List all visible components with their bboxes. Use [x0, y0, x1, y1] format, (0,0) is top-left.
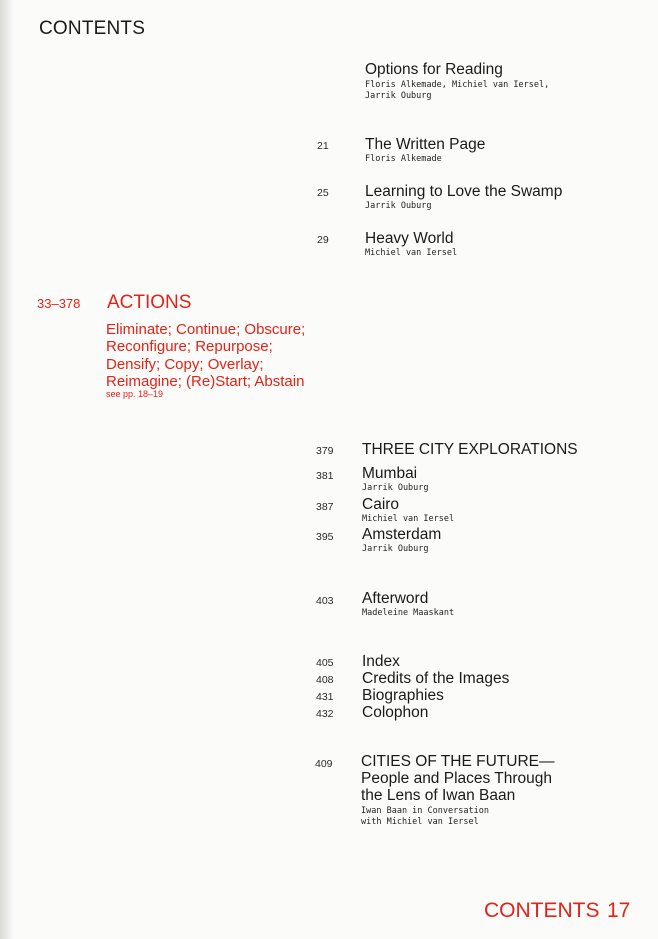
toc-page-number: 21 — [317, 140, 329, 152]
toc-page-number: 25 — [317, 187, 329, 199]
toc-entry-author: Jarrik Ouburg — [362, 544, 429, 554]
toc-entry-author: Floris Alkemade, Michiel van Iersel, Jarrik Ouburg — [365, 80, 550, 101]
toc-entry-title: Options for Reading — [365, 61, 503, 78]
toc-entry-author: Jarrik Ouburg — [365, 201, 432, 211]
toc-page-number: 431 — [316, 691, 334, 703]
toc-entry-colophon: Colophon — [362, 704, 429, 721]
toc-entry-title: Mumbai — [362, 465, 418, 482]
toc-entry-author: Michiel van Iersel — [365, 248, 458, 258]
toc-entry-author: Jarrik Ouburg — [362, 483, 429, 493]
toc-entry-written-page — [365, 136, 485, 165]
toc-page-number: 29 — [317, 234, 329, 246]
actions-list: Eliminate; Continue; Obscure; Reconfigure; Repurpose; Densify; Copy; Overlay; Reimagine; (Re)Start; Abstain — [106, 321, 306, 390]
page-header-title: CONTENTS — [39, 18, 146, 39]
toc-entry-title: Heavy World — [365, 230, 454, 247]
toc-entry-title: Afterword — [362, 590, 429, 607]
toc-entry-cities-of-the-future — [361, 753, 554, 828]
toc-page-number: 381 — [316, 470, 334, 482]
actions-section-title: ACTIONS — [107, 292, 192, 313]
toc-page-number: 403 — [316, 595, 334, 607]
toc-page-number: 395 — [316, 531, 334, 543]
toc-entry-swamp — [365, 183, 562, 212]
toc-page-number: 409 — [315, 758, 333, 770]
actions-page-range: 33–378 — [37, 296, 81, 311]
toc-entry-afterword — [362, 590, 454, 619]
toc-entry-amsterdam — [362, 526, 441, 555]
toc-page-number: 405 — [316, 657, 334, 669]
footer-page-number: 17 — [607, 899, 631, 922]
toc-page-number: 387 — [316, 501, 334, 513]
toc-entry-credits: Credits of the Images — [362, 670, 510, 687]
toc-entry-mumbai — [362, 465, 429, 494]
toc-entry-title: Cairo — [362, 496, 400, 513]
actions-see-reference: see pp. 18–19 — [106, 389, 164, 399]
toc-entry-title: CITIES OF THE FUTURE— People and Places Through the Lens of Iwan Baan — [361, 753, 555, 804]
gutter-shadow — [0, 0, 14, 939]
toc-page-number: 432 — [316, 708, 334, 720]
toc-entry-author: Iwan Baan in Conversation with Michiel van Iersel — [361, 806, 489, 827]
toc-entry-biographies: Biographies — [362, 687, 444, 704]
toc-entry-author: Michiel van Iersel — [362, 514, 455, 524]
toc-entry-cairo — [362, 496, 454, 525]
toc-entry-options-for-reading — [365, 61, 549, 102]
toc-entry-title: The Written Page — [365, 136, 486, 153]
toc-entry-author: Floris Alkemade — [365, 154, 442, 164]
toc-entry-title: Amsterdam — [362, 526, 442, 543]
explorations-section-title: THREE CITY EXPLORATIONS — [362, 441, 578, 458]
toc-entry-index: Index — [362, 653, 400, 670]
toc-entry-title: Learning to Love the Swamp — [365, 183, 563, 200]
toc-page-number: 408 — [316, 674, 334, 686]
toc-entry-author: Madeleine Maaskant — [362, 608, 455, 618]
toc-entry-heavy-world — [365, 230, 457, 259]
toc-page-number: 379 — [316, 445, 334, 457]
footer-section-title: CONTENTS — [484, 899, 600, 922]
